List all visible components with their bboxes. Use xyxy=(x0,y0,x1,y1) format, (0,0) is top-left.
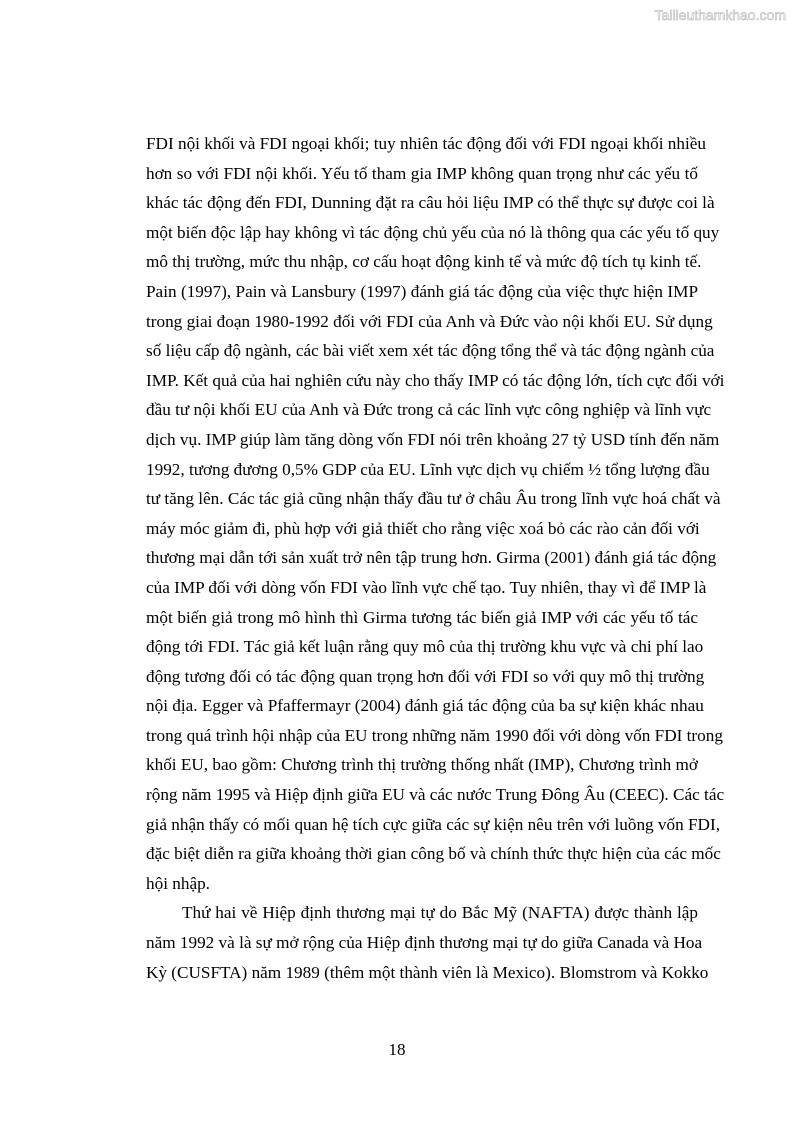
text-line: Kỳ (CUSFTA) năm 1989 (thêm một thành viên là Mexico). Blomstrom và Kokko xyxy=(146,962,709,982)
text-line: số liệu cấp độ ngành, các bài viết xem xét tác động tổng thể và tác động ngành của xyxy=(146,341,715,361)
text-line: giả nhận thấy có mối quan hệ tích cực giữa các sự kiện nêu trên với luồng vốn FDI, xyxy=(146,814,720,834)
text-line: một biến giả trong mô hình thì Girma tương tác biến giả IMP với các yếu tố tác xyxy=(146,607,698,627)
paragraph-1 xyxy=(146,129,725,898)
text-line: đặc biệt diễn ra giữa khoảng thời gian công bố và chính thức thực hiện của các mốc xyxy=(146,844,721,864)
text-line: hội nhập. xyxy=(146,873,210,893)
text-line: một biến độc lập hay không vì tác động chủ yếu của nó là thông qua các yếu tố quy xyxy=(146,222,720,242)
text-line: động tương đối có tác động quan trọng hơn đối với FDI so với quy mô thị trường xyxy=(146,666,705,686)
text-line: khác tác động đến FDI, Dunning đặt ra câu hỏi liệu IMP có thể thực sự được coi là xyxy=(146,193,715,213)
paragraph-2 xyxy=(146,898,709,987)
text-line: Pain (1997), Pain và Lansbury (1997) đánh giá tác động của việc thực hiện IMP xyxy=(146,281,698,301)
text-line: thương mại dẫn tới sản xuất trở nên tập trung hơn. Girma (2001) đánh giá tác động xyxy=(146,548,717,568)
text-line: IMP. Kết quả của hai nghiên cứu này cho thấy IMP có tác động lớn, tích cực đối với xyxy=(146,370,725,390)
text-line: năm 1992 và là sự mở rộng của Hiệp định thương mại tự do giữa Canada và Hoa xyxy=(146,933,703,953)
page-number: 18 xyxy=(388,1040,406,1059)
text-line: mô thị trường, mức thu nhập, cơ cấu hoạt động kinh tế và mức độ tích tụ kinh tế. xyxy=(146,252,702,272)
watermark: Tailieuthamkhao.com xyxy=(654,7,786,23)
text-line: nội địa. Egger và Pfaffermayr (2004) đánh giá tác động của ba sự kiện khác nhau xyxy=(146,696,704,716)
text-line: trong quá trình hội nhập của EU trong những năm 1990 đối với dòng vốn FDI trong xyxy=(146,725,723,745)
text-line: khối EU, bao gồm: Chương trình thị trường thống nhất (IMP), Chương trình mở xyxy=(146,755,698,775)
text-line: rộng năm 1995 và Hiệp định giữa EU và các nước Trung Đông Âu (CEEC). Các tác xyxy=(146,785,725,805)
text-line: Thứ hai về Hiệp định thương mại tự do Bắc Mỹ (NAFTA) được thành lập xyxy=(182,903,698,923)
text-line: động tới FDI. Tác giả kết luận rằng quy mô của thị trường khu vực và chi phí lao xyxy=(146,637,704,657)
text-line: tư tăng lên. Các tác giả cũng nhận thấy đầu tư ở châu Âu trong lĩnh vực hoá chất và xyxy=(146,489,721,509)
document-body xyxy=(146,129,725,987)
text-line: trong giai đoạn 1980-1992 đối với FDI của Anh và Đức vào nội khối EU. Sử dụng xyxy=(146,311,713,331)
text-line: hơn so với FDI nội khối. Yếu tố tham gia IMP không quan trọng như các yếu tố xyxy=(146,163,698,183)
text-line: 1992, tương đương 0,5% GDP của EU. Lĩnh vực dịch vụ chiếm ½ tổng lượng đầu xyxy=(146,459,710,479)
text-line: máy móc giảm đi, phù hợp với giả thiết cho rằng việc xoá bỏ các rào cản đối với xyxy=(146,518,700,538)
text-line: FDI nội khối và FDI ngoại khối; tuy nhiên tác động đối với FDI ngoại khối nhiều xyxy=(146,134,706,153)
text-line: dịch vụ. IMP giúp làm tăng dòng vốn FDI nói trên khoảng 27 tỷ USD tính đến năm xyxy=(146,429,720,449)
text-line: của IMP đối với dòng vốn FDI vào lĩnh vực chế tạo. Tuy nhiên, thay vì để IMP là xyxy=(146,577,707,597)
text-line: đầu tư nội khối EU của Anh và Đức trong cả các lĩnh vực công nghiệp và lĩnh vực xyxy=(146,400,712,420)
